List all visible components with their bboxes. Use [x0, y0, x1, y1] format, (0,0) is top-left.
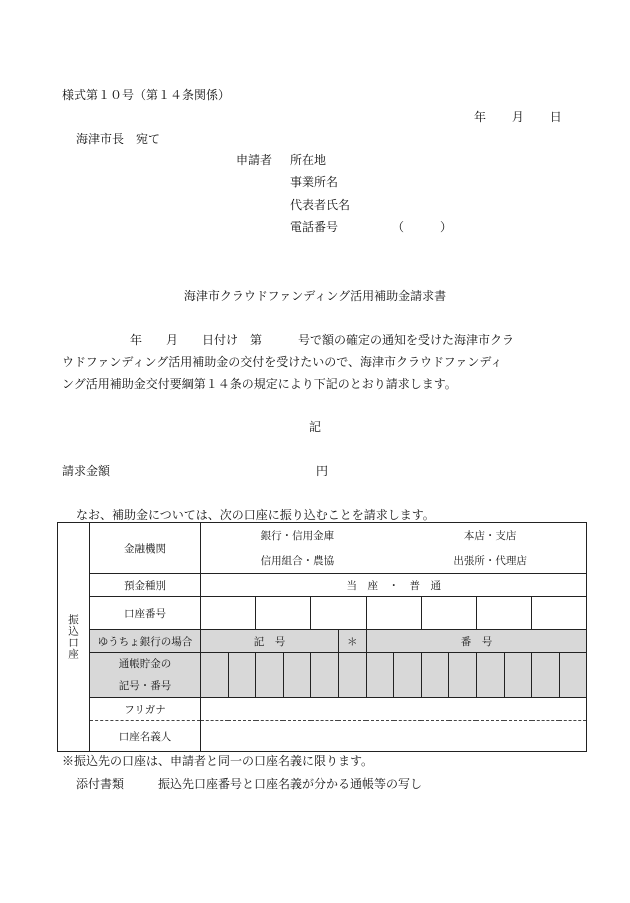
account-digit[interactable] [366, 597, 421, 630]
yucho-asterisk: ＊ [338, 630, 366, 653]
yucho-digit[interactable] [228, 653, 256, 698]
yucho-digit[interactable] [421, 653, 449, 698]
field-address: 所在地 [290, 153, 327, 167]
bank-name-cell[interactable] [201, 523, 587, 574]
yucho-label: ゆうちょ銀行の場合 [90, 630, 201, 653]
amount-unit: 円 [316, 464, 329, 478]
date-day: 日 [549, 110, 562, 124]
yucho-digit[interactable] [449, 653, 477, 698]
field-business-name: 事業所名 [290, 175, 339, 189]
yucho-digit[interactable] [366, 653, 394, 698]
attachment-label: 添付書類 [76, 777, 125, 791]
deposit-type-label: 預金種別 [90, 574, 201, 597]
document-title: 海津市クラウドファンディング活用補助金請求書 [183, 289, 447, 303]
amount-label: 請求金額 [62, 464, 111, 478]
yucho-digit[interactable] [559, 653, 587, 698]
transfer-account-label: 振込口座 [58, 523, 90, 752]
date-line [474, 108, 562, 125]
account-holder-label: 口座名義人 [90, 721, 201, 752]
yucho-digit[interactable] [201, 653, 229, 698]
account-number-label: 口座番号 [90, 597, 201, 630]
form-number: 様式第１０号（第１４条関係） [62, 88, 231, 102]
yucho-kigo-header: 記 号 [201, 630, 339, 653]
account-holder-field[interactable] [201, 721, 587, 752]
bank-option-bank: 銀行・信用金庫 [260, 530, 335, 542]
deposit-type-options[interactable]: 当 座 ・ 普 通 [201, 574, 587, 597]
addressee: 海津市長 宛て [76, 132, 161, 146]
date-month: 月 [511, 110, 524, 124]
account-digit[interactable] [532, 597, 587, 630]
body-line-3: ング活用補助金交付要綱第１４条の規定により下記のとおり請求します。 [62, 377, 457, 391]
phone-parentheses: （ ） [392, 220, 453, 234]
yucho-digit[interactable] [476, 653, 504, 698]
furigana-label: フリガナ [90, 698, 201, 721]
ki-mark: 記 [308, 420, 321, 434]
yucho-digit[interactable] [311, 653, 339, 698]
bank-option-branch: 本店・支店 [463, 530, 517, 542]
body-line-1: 年 月 日付け 第 号で額の確定の通知を受けた海津市クラ [130, 333, 515, 347]
passbook-label-line-2: 記号・番号 [118, 680, 172, 692]
account-digit[interactable] [311, 597, 366, 630]
yucho-digit[interactable] [504, 653, 532, 698]
field-phone: 電話番号 [290, 220, 339, 234]
transfer-note: なお、補助金については、次の口座に振り込むことを請求します。 [76, 508, 435, 522]
footnote: ※振込先の口座は、申請者と同一の口座名義に限ります。 [62, 754, 374, 768]
yucho-bango-header: 番 号 [366, 630, 587, 653]
request-body [62, 329, 572, 395]
yucho-digit[interactable] [283, 653, 311, 698]
bank-account-table [57, 522, 587, 752]
yucho-digit[interactable] [394, 653, 422, 698]
bank-label: 金融機関 [90, 523, 201, 574]
account-digit[interactable] [476, 597, 531, 630]
account-digit[interactable] [256, 597, 311, 630]
furigana-field[interactable] [201, 698, 587, 721]
field-representative: 代表者氏名 [290, 198, 351, 212]
account-digit[interactable] [421, 597, 476, 630]
bank-option-coop: 信用組合・農協 [260, 555, 335, 567]
yucho-digit[interactable] [256, 653, 284, 698]
attachment-text: 振込先口座番号と口座名義が分かる通帳等の写し [158, 777, 423, 791]
applicant-label: 申請者 [236, 153, 273, 167]
body-line-2: ウドファンディング活用補助金の交付を受けたいので、海津市クラウドファンディ [62, 355, 503, 369]
bank-option-office: 出張所・代理店 [453, 555, 527, 567]
passbook-label-line-1: 通帳貯金の [118, 658, 172, 670]
account-digit[interactable] [201, 597, 256, 630]
passbook-label [90, 653, 201, 698]
date-year: 年 [474, 110, 487, 124]
yucho-digit[interactable] [532, 653, 560, 698]
yucho-digit[interactable] [338, 653, 366, 698]
